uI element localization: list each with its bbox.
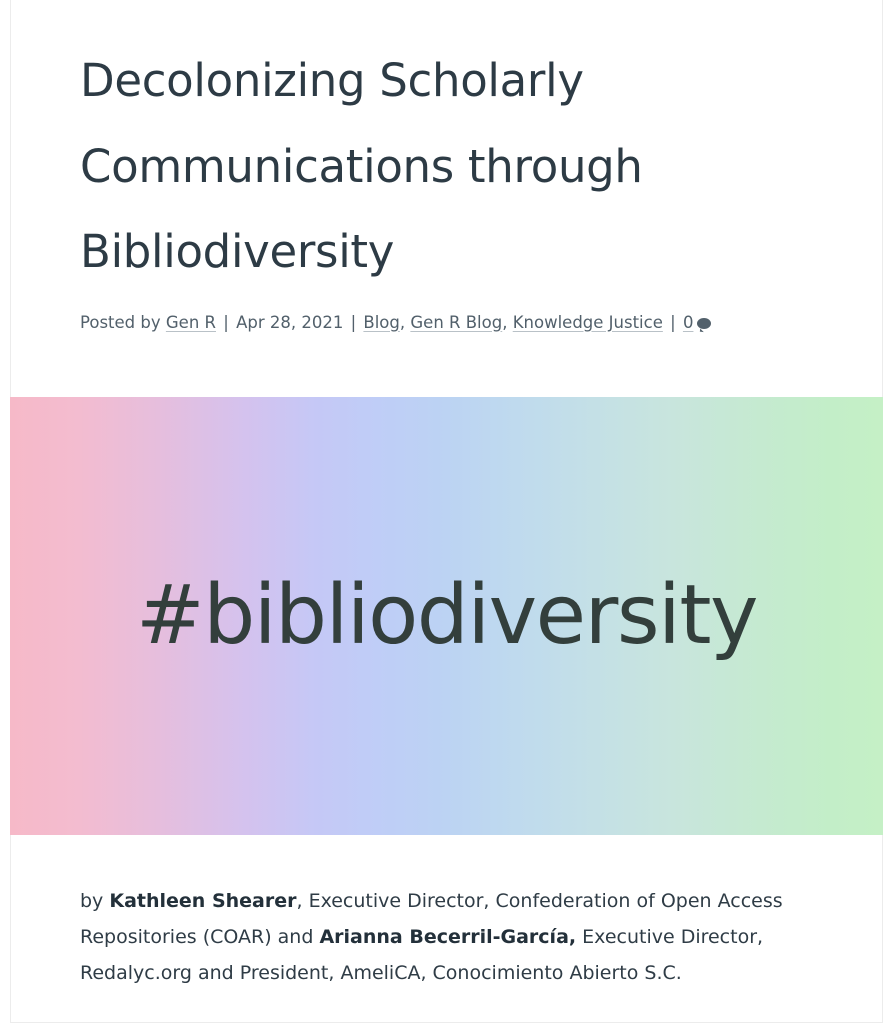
article-byline bbox=[80, 883, 813, 991]
featured-image bbox=[10, 397, 883, 835]
category-link-blog[interactable]: Blog bbox=[363, 312, 400, 332]
article-header bbox=[0, 0, 893, 335]
comment-count-link[interactable] bbox=[683, 313, 712, 332]
comma-2: , bbox=[502, 312, 508, 332]
byline-author-one: Kathleen Shearer bbox=[109, 890, 297, 913]
post-date: Apr 28, 2021 bbox=[236, 312, 344, 332]
featured-image-wordmark: #bibliodiversity bbox=[135, 568, 758, 664]
post-meta bbox=[80, 311, 813, 336]
meta-separator-2: | bbox=[350, 312, 357, 332]
byline-author-two-role: Executive Director, Redalyc.org and President, AmeliCA, Conocimiento Abierto S.C. bbox=[80, 926, 764, 985]
posted-by-label: Posted by bbox=[80, 312, 161, 332]
meta-separator-1: | bbox=[223, 312, 229, 332]
comment-bubble-icon bbox=[697, 318, 711, 329]
comment-count: 0 bbox=[682, 312, 694, 332]
article-body bbox=[0, 835, 893, 991]
comma-1: , bbox=[399, 312, 406, 332]
meta-separator-3: | bbox=[670, 312, 676, 332]
byline-author-one-role: , Executive Director, Confederation of Open Access Repositories (COAR) and bbox=[80, 890, 783, 949]
byline-prefix: by bbox=[80, 890, 110, 913]
page-title: Decolonizing Scholarly Communications through Bibliodiversity bbox=[80, 54, 643, 278]
byline-author-two: Arianna Becerril-García, bbox=[319, 926, 577, 949]
category-link-knowledge-justice[interactable]: Knowledge Justice bbox=[512, 312, 663, 332]
author-link[interactable]: Gen R bbox=[165, 312, 216, 332]
category-link-gen-r-blog[interactable]: Gen R Blog bbox=[410, 312, 503, 332]
